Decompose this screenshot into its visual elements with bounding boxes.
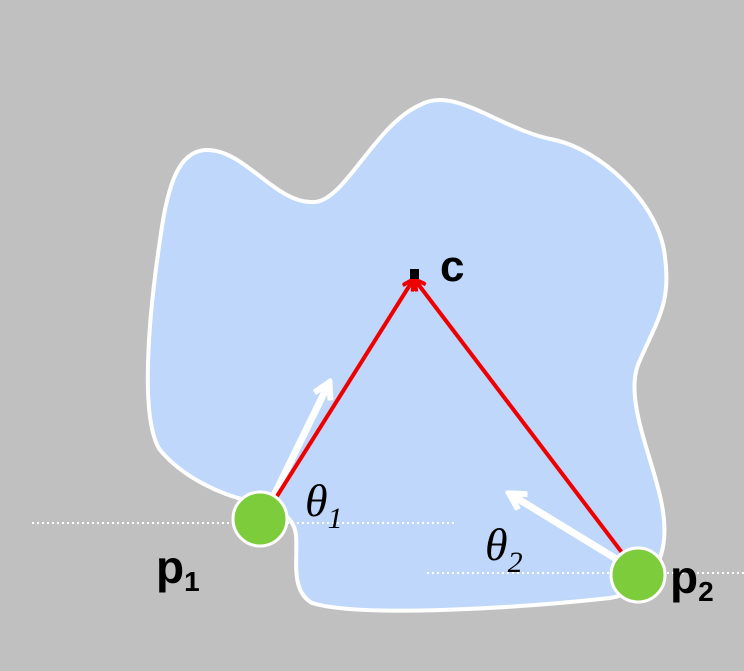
label-center: c [440,242,465,291]
point-p1 [233,492,287,546]
label-p2 [670,551,714,607]
point-p2 [611,548,665,602]
label-theta1-subscript: 1 [327,502,343,535]
region-blob [148,100,667,611]
center-marker [410,269,419,279]
label-p1 [156,541,200,597]
label-theta2-base: θ [485,519,508,570]
label-theta1-base: θ [305,475,328,526]
label-p1-base: p [156,541,185,593]
label-p2-subscript: 2 [698,576,714,607]
label-p1-subscript: 1 [184,566,200,597]
label-theta2-subscript: 2 [507,546,523,579]
label-p2-base: p [670,551,699,603]
